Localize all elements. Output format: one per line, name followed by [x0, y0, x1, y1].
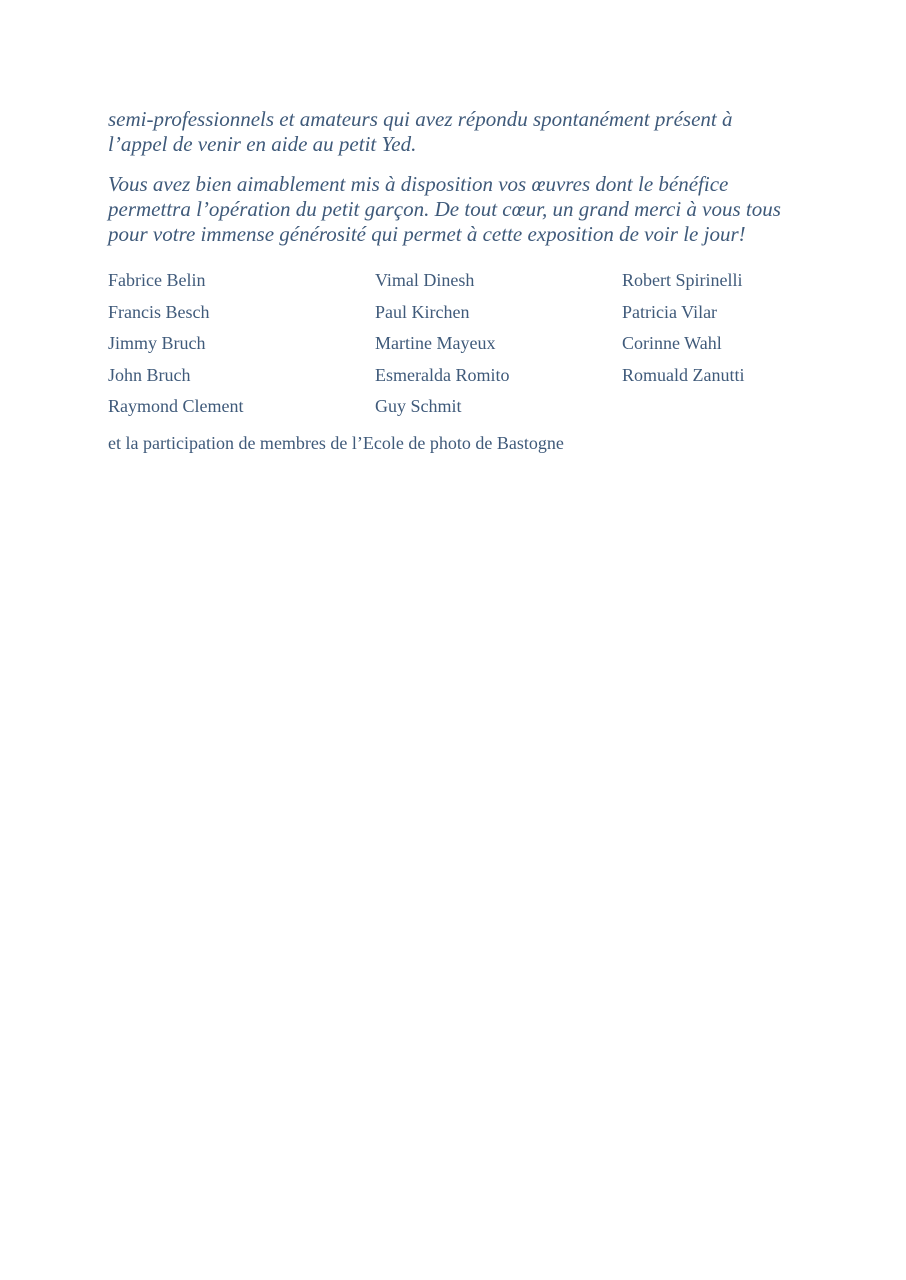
contributor-name: Romuald Zanutti [622, 365, 745, 385]
intro-paragraph-2: Vous avez bien aimablement mis à disposition vos œuvres dont le bénéfice permettra l’opération du petit garçon. De tout cœur, un grand merci à vous tous pour votre immense générosité qui permet à cette exposition de voir le jour! [108, 172, 781, 246]
contributor-name: Vimal Dinesh [375, 270, 475, 290]
contributor-name: Jimmy Bruch [108, 333, 206, 353]
contributor-name: Esmeralda Romito [375, 365, 510, 385]
intro-paragraph-1: semi-professionnels et amateurs qui avez répondu spontanément présent à l’appel de venir en aide au petit Yed. [108, 107, 733, 156]
contributor-name: John Bruch [108, 365, 191, 385]
contributor-name: Paul Kirchen [375, 302, 470, 322]
contributor-name: Corinne Wahl [622, 333, 722, 353]
contributor-name: Patricia Vilar [622, 302, 718, 322]
contributor-name: Robert Spirinelli [622, 270, 743, 290]
contributor-name: Guy Schmit [375, 396, 462, 416]
contributor-name: Raymond Clement [108, 396, 244, 416]
contributor-name: Martine Mayeux [375, 333, 496, 353]
contributor-name: Francis Besch [108, 302, 210, 322]
closing-line: et la participation de membres de l’Ecole de photo de Bastogne [108, 433, 564, 453]
contributor-name: Fabrice Belin [108, 270, 206, 290]
